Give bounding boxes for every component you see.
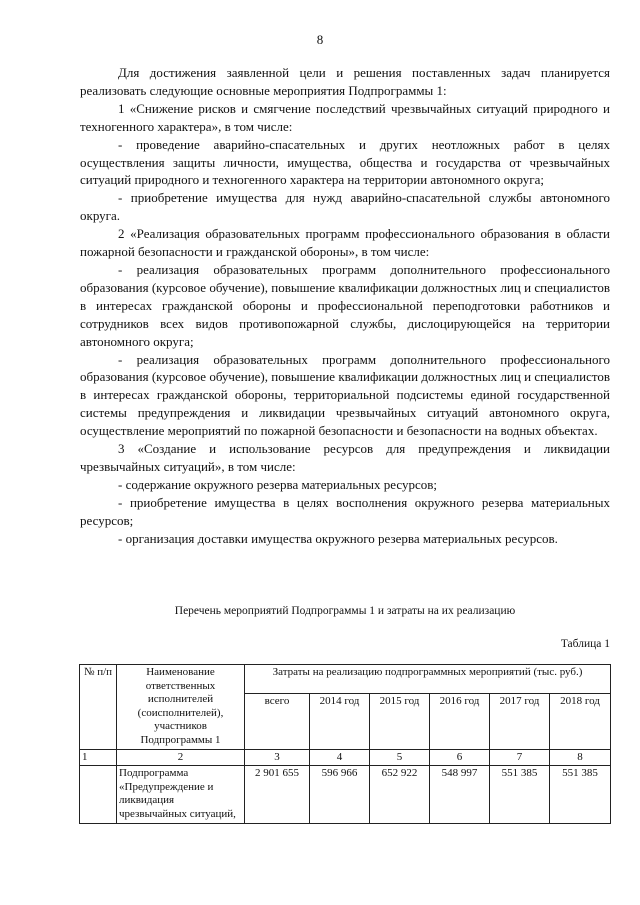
index-cell: 3: [245, 749, 310, 766]
index-cell: 8: [550, 749, 611, 766]
subheader-cell: 2015 год: [370, 693, 430, 749]
table-index-row: [80, 749, 611, 766]
subheader-cell: 2017 год: [490, 693, 550, 749]
header-cell-name: Наименование ответственных исполнителей (соисполнителей), участников Подпрограммы 1: [117, 665, 245, 750]
index-cell: 4: [310, 749, 370, 766]
table-caption: Перечень мероприятий Подпрограммы 1 и затраты на их реализацию: [174, 605, 516, 617]
row-cell-value: 596 966: [310, 766, 370, 823]
index-cell: 2: [117, 749, 245, 766]
index-cell: 5: [370, 749, 430, 766]
paragraph: - реализация образовательных программ дополнительного профессионального образования (курсовое обучение), повышение квалификации должностных лиц и специалистов в интересах гражданской обороны, территориальной подсистемы единой государственной системы предупреждения и ликвидации чрезвычайных ситуаций автономного округа, осуществление мероприятий по пожарной безопасности и безопасности на водных объектах.: [80, 351, 610, 439]
paragraph: - приобретение имущества для нужд аварийно-спасательной службы автономного округа.: [80, 190, 610, 224]
page-number: 8: [316, 32, 324, 47]
index-cell: 7: [490, 749, 550, 766]
costs-table: [79, 664, 611, 824]
table-row: [80, 766, 611, 823]
paragraph: 1 «Снижение рисков и смягчение последствий чрезвычайных ситуаций природного и техногенного характера», в том числе:: [80, 100, 610, 134]
subheader-cell: 2014 год: [310, 693, 370, 749]
paragraph: 3 «Создание и использование ресурсов для предупреждения и ликвидации чрезвычайных ситуаций», в том числе:: [80, 441, 610, 474]
row-cell-value: 548 997: [430, 766, 490, 823]
index-cell: 1: [80, 749, 117, 766]
row-cell-value: 551 385: [490, 766, 550, 823]
header-cell-no: № п/п: [80, 665, 117, 750]
paragraph: Для достижения заявленной цели и решения поставленных задач планируется реализовать следующие основные мероприятия Подпрограммы 1:: [80, 65, 610, 98]
row-cell-value: 551 385: [550, 766, 611, 823]
subheader-cell: всего: [245, 693, 310, 749]
row-cell-no: [80, 766, 117, 823]
paragraph: - организация доставки имущества окружного резерва материальных ресурсов.: [118, 530, 558, 546]
paragraph: - приобретение имущества в целях восполнения окружного резерва материальных ресурсов;: [80, 494, 610, 528]
row-cell-value: 2 901 655: [245, 766, 310, 823]
row-cell-name: Подпрограмма «Предупреждение и ликвидация чрезвычайных ситуаций,: [117, 766, 245, 823]
paragraph: - проведение аварийно-спасательных и других неотложных работ в целях осуществления защиты личности, имущества, общества и государства от чрезвычайных ситуаций природного и техногенного характера на территории автономного округа;: [80, 136, 610, 188]
table-label: Таблица 1: [560, 638, 610, 650]
header-cell-costs: Затраты на реализацию подпрограммных мероприятий (тыс. руб.): [245, 665, 611, 694]
paragraph: - реализация образовательных программ дополнительного профессионального образования (курсовое обучение), повышение квалификации должностных лиц и специалистов в интересах гражданской обороны и профессиональной переподготовки работников и сотрудников всех видов противопожарной службы, дислоцирующейся на территории автономного округа;: [80, 261, 610, 349]
paragraph: - содержание окружного резерва материальных ресурсов;: [118, 476, 437, 492]
table-header-row: [80, 665, 611, 694]
index-cell: 6: [430, 749, 490, 766]
subheader-cell: 2016 год: [430, 693, 490, 749]
subheader-cell: 2018 год: [550, 693, 611, 749]
body-text: [80, 64, 610, 547]
paragraph: 2 «Реализация образовательных программ профессионального образования в области пожарной безопасности и гражданской обороны», в том числе:: [80, 226, 610, 260]
row-cell-value: 652 922: [370, 766, 430, 823]
